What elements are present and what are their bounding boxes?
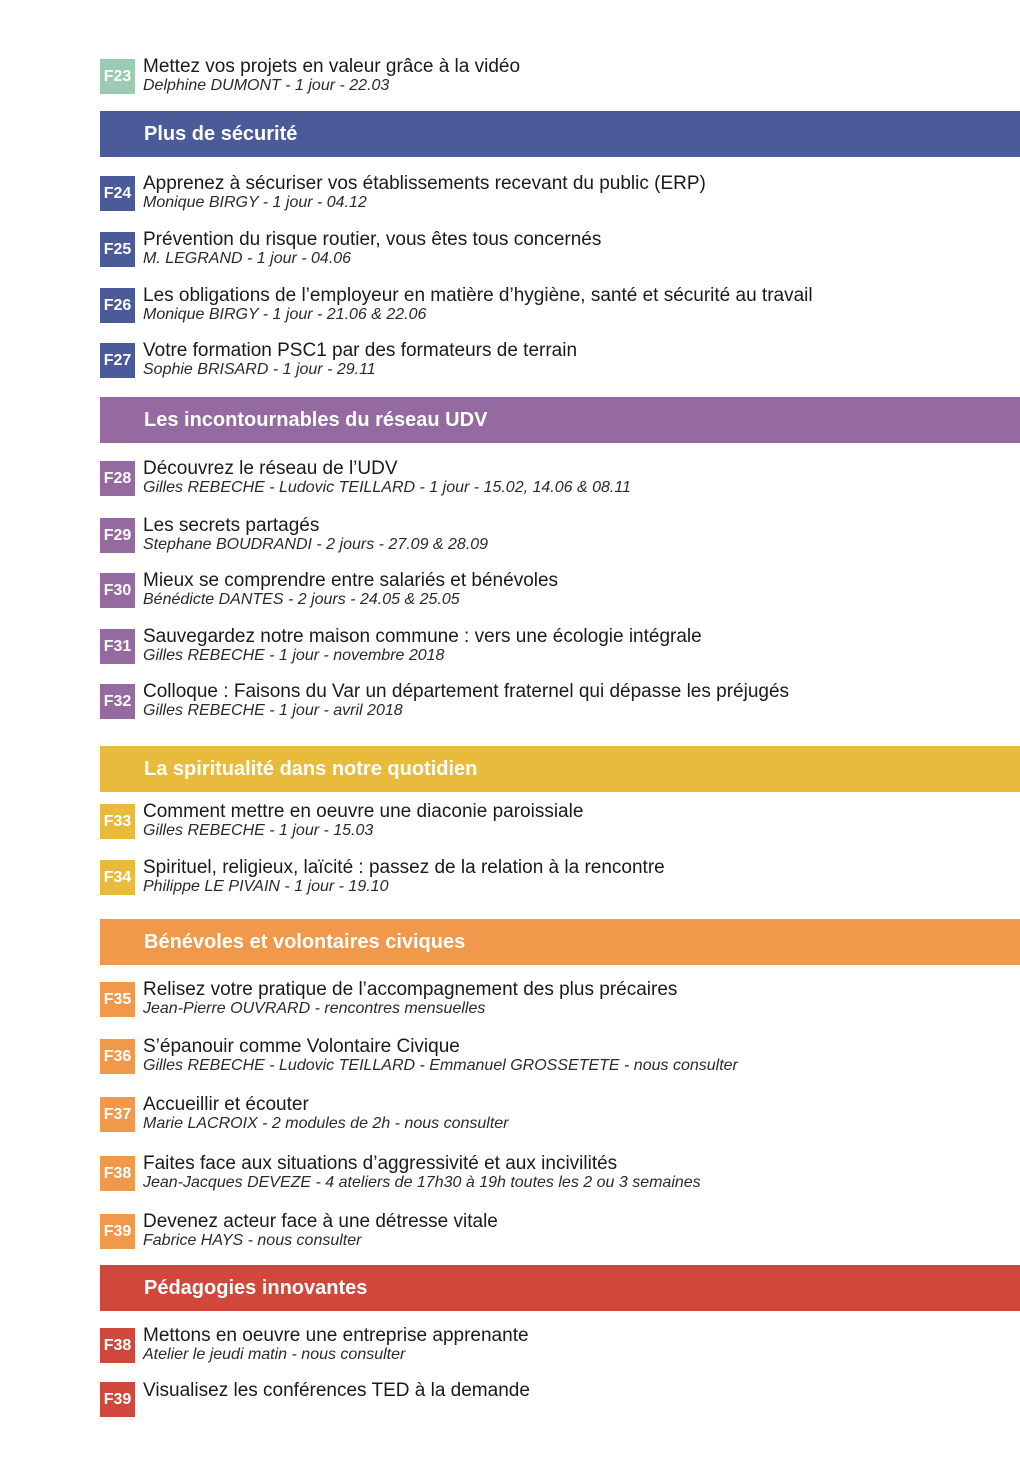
course-item-f25 — [100, 229, 1000, 273]
course-item-f32 — [100, 681, 1000, 725]
course-item-f26 — [100, 285, 1000, 329]
section-heading-pedagogies: Pédagogies innovantes — [100, 1265, 1020, 1311]
course-details: Fabrice HAYS - nous consulter — [143, 1232, 362, 1249]
course-title: Apprenez à sécuriser vos établissements recevant du public (ERP) — [143, 173, 706, 194]
course-code-badge: F38 — [100, 1156, 135, 1191]
course-code-badge: F33 — [100, 804, 135, 839]
course-item-f29 — [100, 515, 1000, 559]
course-item-f23 — [100, 56, 1000, 100]
course-details: Stephane BOUDRANDI - 2 jours - 27.09 & 28.09 — [143, 536, 489, 553]
course-title: Relisez votre pratique de l’accompagnement des plus précaires — [143, 979, 678, 1000]
course-details: Gilles REBECHE - 1 jour - avril 2018 — [143, 702, 403, 719]
section-heading-spiritualite: La spiritualité dans notre quotidien — [100, 746, 1020, 792]
course-item-f30 — [100, 570, 1000, 614]
course-code-badge: F31 — [100, 629, 135, 664]
course-title: Mettez vos projets en valeur grâce à la vidéo — [143, 56, 521, 77]
course-code-badge: F26 — [100, 288, 135, 323]
course-title: Devenez acteur face à une détresse vitale — [143, 1211, 498, 1232]
course-details: Sophie BRISARD - 1 jour - 29.11 — [143, 361, 376, 378]
course-details: Jean-Jacques DEVEZE - 4 ateliers de 17h30 à 19h toutes les 2 ou 3 semaines — [143, 1174, 701, 1191]
course-item-f28 — [100, 458, 1000, 502]
course-details: M. LEGRAND - 1 jour - 04.06 — [143, 250, 352, 267]
course-title: Faites face aux situations d’aggressivité et aux incivilités — [143, 1153, 618, 1174]
course-details: Gilles REBECHE - 1 jour - novembre 2018 — [143, 647, 445, 664]
course-title: Les obligations de l’employeur en matière d’hygiène, santé et sécurité au travail — [143, 285, 813, 306]
course-item-f33 — [100, 801, 1000, 845]
course-code-badge: F23 — [100, 59, 135, 94]
course-code-badge: F25 — [100, 232, 135, 267]
course-code-badge: F27 — [100, 343, 135, 378]
course-title: Découvrez le réseau de l’UDV — [143, 458, 398, 479]
course-details: Monique BIRGY - 1 jour - 21.06 & 22.06 — [143, 306, 427, 323]
course-item-f34 — [100, 857, 1000, 901]
course-details: Gilles REBECHE - Ludovic TEILLARD - Emmanuel GROSSETETE - nous consulter — [143, 1057, 738, 1074]
course-code-badge: F29 — [100, 518, 135, 553]
course-item-f39 — [100, 1211, 1000, 1255]
course-item-f35 — [100, 979, 1000, 1023]
course-title: Mettons en oeuvre une entreprise apprenante — [143, 1325, 529, 1346]
course-title: Accueillir et écouter — [143, 1094, 309, 1115]
course-code-badge: F30 — [100, 573, 135, 608]
course-item-f31 — [100, 626, 1000, 670]
section-heading-benevoles: Bénévoles et volontaires civiques — [100, 919, 1020, 965]
course-title: Prévention du risque routier, vous êtes tous concernés — [143, 229, 602, 250]
course-title: Mieux se comprendre entre salariés et bénévoles — [143, 570, 559, 591]
course-title: Les secrets partagés — [143, 515, 320, 536]
course-title: Comment mettre en oeuvre une diaconie paroissiale — [143, 801, 584, 822]
course-item-f37 — [100, 1094, 1000, 1138]
course-code-badge: F28 — [100, 461, 135, 496]
course-code-badge: F38 — [100, 1328, 135, 1363]
course-item-f38 — [100, 1153, 1000, 1197]
course-title: S’épanouir comme Volontaire Civique — [143, 1036, 460, 1057]
course-details: Delphine DUMONT - 1 jour - 22.03 — [143, 77, 390, 94]
course-details: Monique BIRGY - 1 jour - 04.12 — [143, 194, 367, 211]
course-title: Visualisez les conférences TED à la demande — [143, 1380, 530, 1401]
course-code-badge: F34 — [100, 860, 135, 895]
course-title: Sauvegardez notre maison commune : vers une écologie intégrale — [143, 626, 702, 647]
course-title: Colloque : Faisons du Var un département fraternel qui dépasse les préjugés — [143, 681, 790, 702]
course-code-badge: F39 — [100, 1382, 135, 1417]
section-heading-udv: Les incontournables du réseau UDV — [100, 397, 1020, 443]
course-code-badge: F36 — [100, 1039, 135, 1074]
course-details: Bénédicte DANTES - 2 jours - 24.05 & 25.05 — [143, 591, 460, 608]
course-code-badge: F39 — [100, 1214, 135, 1249]
course-details: Jean-Pierre OUVRARD - rencontres mensuelles — [143, 1000, 486, 1017]
course-code-badge: F24 — [100, 176, 135, 211]
course-title: Votre formation PSC1 par des formateurs de terrain — [143, 340, 578, 361]
course-code-badge: F37 — [100, 1097, 135, 1132]
course-details: Philippe LE PIVAIN - 1 jour - 19.10 — [143, 878, 389, 895]
course-item-f38-ped — [100, 1325, 1000, 1369]
course-details: Gilles REBECHE - Ludovic TEILLARD - 1 jour - 15.02, 14.06 & 08.11 — [143, 479, 631, 496]
course-details: Gilles REBECHE - 1 jour - 15.03 — [143, 822, 374, 839]
course-details: Atelier le jeudi matin - nous consulter — [143, 1346, 406, 1363]
course-title: Spirituel, religieux, laïcité : passez de la relation à la rencontre — [143, 857, 665, 878]
section-heading-securite: Plus de sécurité — [100, 111, 1020, 157]
course-code-badge: F32 — [100, 684, 135, 719]
course-item-f36 — [100, 1036, 1000, 1080]
course-item-f39-ped — [100, 1380, 1000, 1424]
course-code-badge: F35 — [100, 982, 135, 1017]
course-details: Marie LACROIX - 2 modules de 2h - nous consulter — [143, 1115, 509, 1132]
course-item-f27 — [100, 340, 1000, 384]
course-item-f24 — [100, 173, 1000, 217]
